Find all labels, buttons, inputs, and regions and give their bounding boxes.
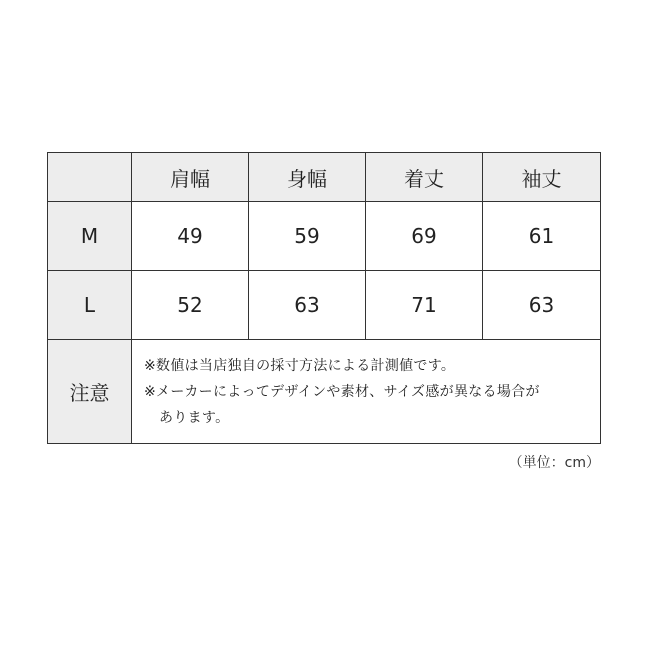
shoulder-width-value: 49 xyxy=(132,202,249,271)
header-length: 着丈 xyxy=(366,153,483,202)
header-shoulder-width: 肩幅 xyxy=(132,153,249,202)
table-row xyxy=(48,271,601,340)
header-row xyxy=(48,153,601,202)
note-line-variation: ※メーカーによってデザインや素材、サイズ感が異なる場合が xyxy=(144,383,540,400)
note-label: 注意 xyxy=(48,340,132,444)
unit-note: （単位：cm） xyxy=(508,455,600,471)
table-row xyxy=(48,202,601,271)
header-body-width: 身幅 xyxy=(249,153,366,202)
corner-cell xyxy=(48,153,132,202)
shoulder-width-value: 52 xyxy=(132,271,249,340)
sleeve-length-value: 61 xyxy=(483,202,601,271)
note-row xyxy=(48,340,601,444)
note-line-measurement: ※数値は当店独自の採寸方法による計測値です。 xyxy=(144,357,456,374)
length-value: 71 xyxy=(366,271,483,340)
body-width-value: 59 xyxy=(249,202,366,271)
size-label: M xyxy=(48,202,132,271)
note-text xyxy=(132,340,601,444)
length-value: 69 xyxy=(366,202,483,271)
size-label: L xyxy=(48,271,132,340)
body-width-value: 63 xyxy=(249,271,366,340)
header-sleeve-length: 袖丈 xyxy=(483,153,601,202)
size-table xyxy=(47,152,601,444)
sleeve-length-value: 63 xyxy=(483,271,601,340)
note-line-variation-cont: あります。 xyxy=(159,409,230,426)
